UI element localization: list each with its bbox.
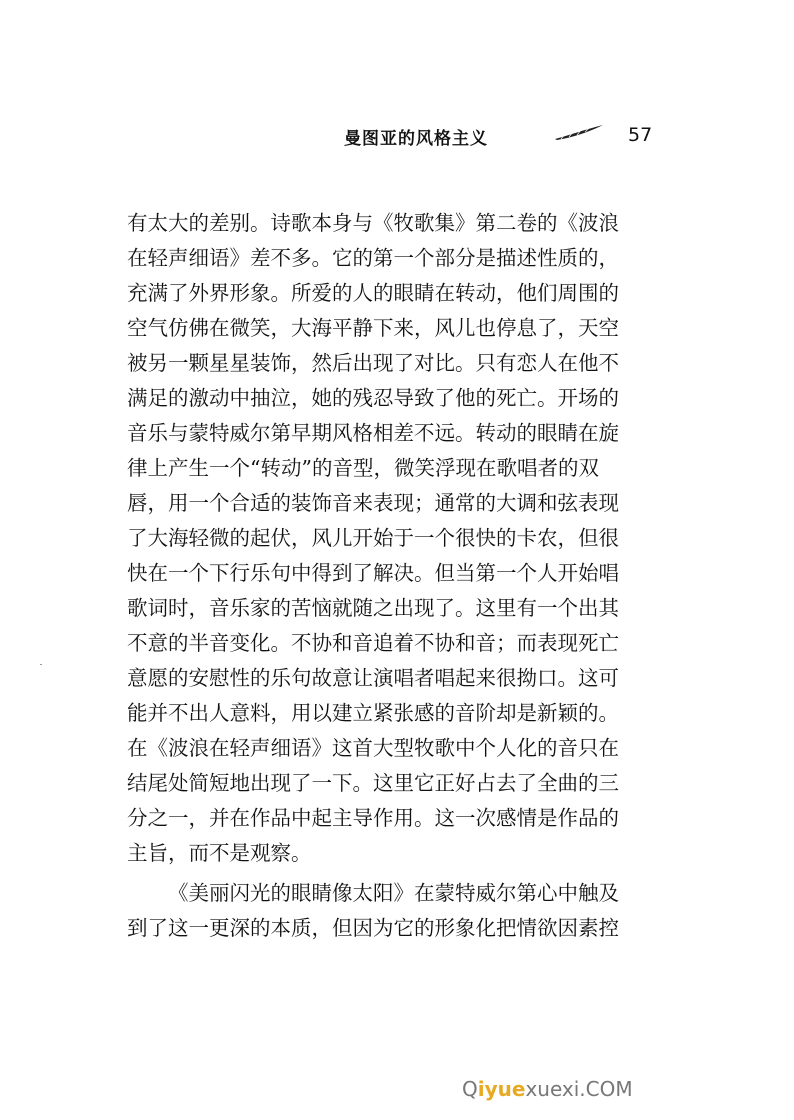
- watermark-prefix: Q: [462, 1077, 478, 1101]
- paragraph: [127, 206, 687, 871]
- text-line: 结尾处简短地出现了一下。这里它正好占去了全曲的三: [127, 771, 619, 795]
- text-line: 了大海轻微的起伏，风儿开始于一个很快的卡农，但很: [127, 526, 619, 550]
- text-line: 满足的激动中抽泣，她的残忍导致了他的死亡。开场的: [127, 386, 619, 410]
- text-line: 被另一颗星星装饰，然后出现了对比。只有恋人在他不: [127, 351, 619, 375]
- text-line: 有太大的差别。诗歌本身与《牧歌集》第二卷的《波浪: [127, 211, 619, 235]
- body-text: [127, 206, 687, 946]
- text-line: 律上产生一个“转动”的音型，微笑浮现在歌唱者的双: [127, 456, 599, 480]
- watermark-highlight: iyue: [477, 1077, 526, 1101]
- paragraph: [127, 876, 687, 946]
- scan-speck: [40, 664, 42, 665]
- text-line: 在《波浪在轻声细语》这首大型牧歌中个人化的音只在: [127, 736, 619, 760]
- text-line: 快在一个下行乐句中得到了解决。但当第一个人开始唱: [127, 561, 619, 585]
- running-header: [0, 122, 794, 152]
- text-line: 音乐与蒙特威尔第早期风格相差不远。转动的眼睛在旋: [127, 421, 619, 445]
- text-line: 空气仿佛在微笑，大海平静下来，风儿也停息了，天空: [127, 316, 619, 340]
- text-line: 充满了外界形象。所爱的人的眼睛在转动，他们周围的: [127, 281, 619, 305]
- text-line: 主旨，而不是观察。: [127, 841, 312, 865]
- page-number: 57: [628, 124, 653, 146]
- text-line: 《美丽闪光的眼睛像太阳》在蒙特威尔第心中触及: [168, 881, 619, 905]
- text-line: 不意的半音变化。不协和音追着不协和音；而表现死亡: [127, 631, 619, 655]
- text-line: 分之一，并在作品中起主导作用。这一次感情是作品的: [127, 806, 619, 830]
- site-watermark: [462, 1077, 633, 1101]
- text-line: 歌词时，音乐家的苦恼就随之出现了。这里有一个出其: [127, 596, 619, 620]
- text-line: 能并不出人意料，用以建立紧张感的音阶却是新颖的。: [127, 701, 619, 725]
- text-line: 在轻声细语》差不多。它的第一个部分是描述性质的，: [127, 246, 619, 270]
- running-title: 曼图亚的风格主义: [344, 129, 488, 149]
- text-line: 唇，用一个合适的装饰音来表现；通常的大调和弦表现: [127, 491, 619, 515]
- text-line: 到了这一更深的本质，但因为它的形象化把情欲因素控: [127, 916, 619, 940]
- text-line: 意愿的安慰性的乐句故意让演唱者唱起来很拗口。这可: [127, 666, 619, 690]
- feather-ornament-icon: [553, 124, 605, 142]
- watermark-suffix: xuexi.COM: [525, 1077, 633, 1101]
